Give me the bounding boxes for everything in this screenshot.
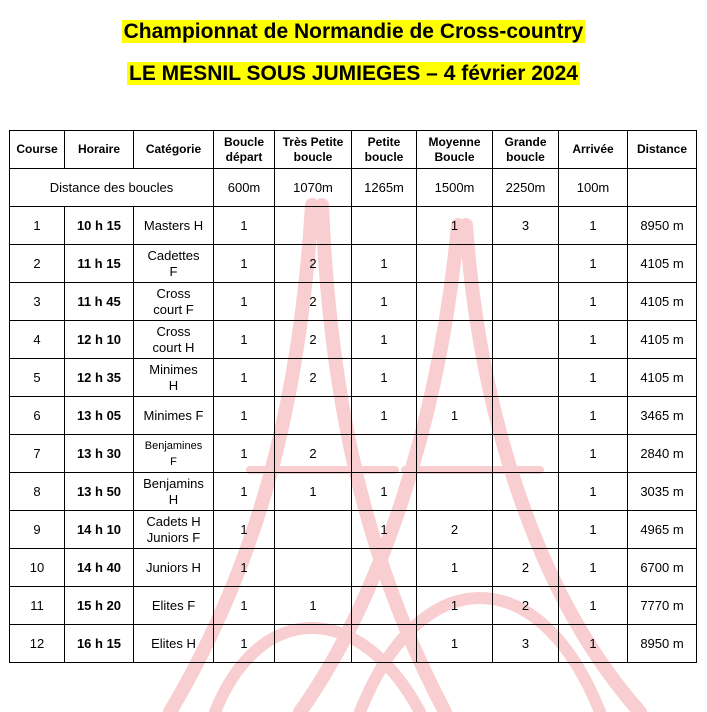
- category: [134, 321, 214, 359]
- cell-line: court H: [152, 339, 195, 355]
- loop-count: 1: [352, 245, 417, 283]
- cell-line: Très Petite: [282, 134, 344, 149]
- cell-line: Minimes: [149, 361, 198, 377]
- category: [134, 397, 214, 435]
- loop-count: 1: [214, 549, 275, 587]
- cell-line: Course: [16, 142, 58, 156]
- total-distance: 6700 m: [628, 549, 697, 587]
- cell-line: Moyenne: [428, 134, 481, 149]
- start-time: 13 h 30: [65, 435, 134, 473]
- loop-count: 1: [559, 549, 628, 587]
- loop-count: [417, 435, 493, 473]
- category: [134, 359, 214, 397]
- table-row: [10, 511, 697, 549]
- cell-line: court F: [153, 301, 194, 317]
- loop-count: [352, 587, 417, 625]
- loop-count: 1: [214, 283, 275, 321]
- header-course: [10, 131, 65, 169]
- category: [134, 245, 214, 283]
- loop-count: [275, 625, 352, 663]
- course-number: 11: [10, 587, 65, 625]
- course-number: 2: [10, 245, 65, 283]
- loop-count: 1: [352, 359, 417, 397]
- loop-count: 1: [559, 359, 628, 397]
- course-number: 9: [10, 511, 65, 549]
- total-distance: 4105 m: [628, 283, 697, 321]
- start-time: 10 h 15: [65, 207, 134, 245]
- table-row: [10, 549, 697, 587]
- total-distance: 2840 m: [628, 435, 697, 473]
- loop-count: 2: [493, 587, 559, 625]
- page-title: Championnat de Normandie de Cross-country: [123, 20, 584, 43]
- loop-count: [493, 511, 559, 549]
- course-number: 4: [10, 321, 65, 359]
- loop-count: 1: [275, 587, 352, 625]
- course-number: 5: [10, 359, 65, 397]
- schedule-table: [9, 130, 697, 663]
- table-row: [10, 625, 697, 663]
- loop-count: 1: [352, 321, 417, 359]
- loop-count: [493, 397, 559, 435]
- loop-count: 1: [214, 435, 275, 473]
- loop-distance-value: 600m: [214, 169, 275, 207]
- course-number: 10: [10, 549, 65, 587]
- loop-count: [352, 207, 417, 245]
- header-tres-petite-boucle: [275, 131, 352, 169]
- cell-line: départ: [225, 149, 263, 164]
- loop-count: [275, 549, 352, 587]
- cell-line: Elites F: [151, 597, 196, 613]
- loop-count: 1: [352, 511, 417, 549]
- total-distance: 3465 m: [628, 397, 697, 435]
- loop-count: 1: [559, 321, 628, 359]
- category: [134, 587, 214, 625]
- loop-count: 1: [559, 245, 628, 283]
- cell-line: Juniors F: [146, 529, 201, 545]
- course-number: 8: [10, 473, 65, 511]
- loop-count: [417, 245, 493, 283]
- loop-count: 1: [214, 625, 275, 663]
- loop-count: 1: [559, 207, 628, 245]
- loop-count: [417, 321, 493, 359]
- cell-line: Cadets H: [146, 513, 201, 529]
- loop-count: 1: [214, 511, 275, 549]
- cell-line: Catégorie: [145, 142, 202, 156]
- cell-line: Benjamines: [144, 439, 203, 452]
- cell-line: boucle: [506, 149, 545, 164]
- table-row: [10, 435, 697, 473]
- start-time: 11 h 15: [65, 245, 134, 283]
- cell-line: F: [169, 263, 178, 279]
- total-distance: 4105 m: [628, 359, 697, 397]
- start-time: 16 h 15: [65, 625, 134, 663]
- loop-count: 1: [559, 397, 628, 435]
- loop-count: 1: [559, 511, 628, 549]
- table-row: [10, 587, 697, 625]
- loop-count: 3: [493, 625, 559, 663]
- loop-count: 1: [417, 397, 493, 435]
- start-time: 14 h 40: [65, 549, 134, 587]
- cell-line: Elites H: [151, 635, 196, 651]
- loop-count: [493, 359, 559, 397]
- header-moyenne-boucle: [417, 131, 493, 169]
- cell-line: Distance: [636, 142, 688, 156]
- loop-count: [417, 283, 493, 321]
- course-number: 3: [10, 283, 65, 321]
- total-distance: 4965 m: [628, 511, 697, 549]
- loop-count: [417, 473, 493, 511]
- loop-count: [352, 435, 417, 473]
- category: [134, 435, 214, 473]
- table-row: [10, 359, 697, 397]
- cell-line: boucle: [364, 149, 404, 164]
- header-boucle-depart: [214, 131, 275, 169]
- start-time: 12 h 35: [65, 359, 134, 397]
- start-time: 13 h 50: [65, 473, 134, 511]
- loop-count: 2: [417, 511, 493, 549]
- loop-count: [275, 207, 352, 245]
- loop-count: 1: [559, 435, 628, 473]
- cell-line: H: [168, 377, 179, 393]
- loop-distance-row: [10, 169, 697, 207]
- loop-count: 1: [559, 473, 628, 511]
- loop-distance-value: 2250m: [493, 169, 559, 207]
- loop-count: [493, 473, 559, 511]
- loop-count: [493, 283, 559, 321]
- loop-count: 1: [214, 473, 275, 511]
- cell-line: Boucle: [223, 134, 264, 149]
- loop-count: 1: [214, 245, 275, 283]
- course-number: 12: [10, 625, 65, 663]
- loop-count: [493, 321, 559, 359]
- total-distance: 8950 m: [628, 207, 697, 245]
- loop-count: [275, 397, 352, 435]
- loop-count: 1: [275, 473, 352, 511]
- loop-distance-value: 1070m: [275, 169, 352, 207]
- cell-line: Cadettes: [147, 247, 200, 263]
- category: [134, 283, 214, 321]
- course-number: 1: [10, 207, 65, 245]
- loop-count: 2: [275, 283, 352, 321]
- total-distance: 8950 m: [628, 625, 697, 663]
- loop-count: 2: [275, 245, 352, 283]
- start-time: 15 h 20: [65, 587, 134, 625]
- total-distance: 4105 m: [628, 321, 697, 359]
- table-row: [10, 397, 697, 435]
- loop-count: 1: [417, 207, 493, 245]
- table-row: [10, 473, 697, 511]
- loop-count: [352, 625, 417, 663]
- header-horaire: [65, 131, 134, 169]
- cell-line: F: [170, 455, 177, 468]
- loop-distance-value: [628, 169, 697, 207]
- loop-count: [493, 435, 559, 473]
- loop-count: 1: [559, 587, 628, 625]
- table-header-row: [10, 131, 697, 169]
- cell-line: Grande: [504, 134, 547, 149]
- start-time: 14 h 10: [65, 511, 134, 549]
- cell-line: Benjamins: [143, 475, 204, 491]
- header-petite-boucle: [352, 131, 417, 169]
- loop-count: [417, 359, 493, 397]
- cell-line: boucle: [293, 149, 333, 164]
- loop-count: 1: [352, 283, 417, 321]
- total-distance: 3035 m: [628, 473, 697, 511]
- table-row: [10, 245, 697, 283]
- cell-line: Juniors H: [146, 559, 201, 575]
- category: [134, 549, 214, 587]
- header-categorie: [134, 131, 214, 169]
- loop-count: 1: [417, 587, 493, 625]
- loop-distance-value: 1265m: [352, 169, 417, 207]
- loop-count: 1: [214, 397, 275, 435]
- cell-line: Minimes F: [143, 407, 204, 423]
- category: [134, 473, 214, 511]
- loop-count: 1: [214, 321, 275, 359]
- table-row: [10, 321, 697, 359]
- course-number: 6: [10, 397, 65, 435]
- cell-line: Horaire: [77, 142, 121, 156]
- loop-count: 1: [417, 625, 493, 663]
- loop-count: 1: [559, 283, 628, 321]
- cell-line: Cross: [156, 285, 191, 301]
- header-arrivee: [559, 131, 628, 169]
- loop-count: 2: [275, 435, 352, 473]
- category: [134, 511, 214, 549]
- loop-count: 1: [417, 549, 493, 587]
- cell-line: Petite: [367, 134, 401, 149]
- loop-count: 3: [493, 207, 559, 245]
- cell-line: Arrivée: [572, 142, 614, 156]
- loop-count: 1: [214, 207, 275, 245]
- cell-line: Cross: [156, 323, 191, 339]
- header-distance: [628, 131, 697, 169]
- loop-count: 1: [352, 473, 417, 511]
- loop-distance-label: Distance des boucles: [10, 169, 214, 207]
- loop-count: 1: [352, 397, 417, 435]
- cell-line: H: [168, 491, 179, 507]
- category: [134, 207, 214, 245]
- course-number: 7: [10, 435, 65, 473]
- loop-distance-value: 100m: [559, 169, 628, 207]
- start-time: 12 h 10: [65, 321, 134, 359]
- table-row: [10, 207, 697, 245]
- loop-count: 2: [275, 321, 352, 359]
- loop-distance-value: 1500m: [417, 169, 493, 207]
- loop-count: [275, 511, 352, 549]
- table-row: [10, 283, 697, 321]
- cell-line: Masters H: [143, 217, 204, 233]
- loop-count: [352, 549, 417, 587]
- header-grande-boucle: [493, 131, 559, 169]
- cell-line: Boucle: [434, 149, 475, 164]
- loop-count: 1: [559, 625, 628, 663]
- total-distance: 7770 m: [628, 587, 697, 625]
- category: [134, 625, 214, 663]
- loop-count: [493, 245, 559, 283]
- page-subtitle: LE MESNIL SOUS JUMIEGES – 4 février 2024: [129, 62, 578, 85]
- start-time: 11 h 45: [65, 283, 134, 321]
- total-distance: 4105 m: [628, 245, 697, 283]
- loop-count: 1: [214, 359, 275, 397]
- loop-count: 2: [493, 549, 559, 587]
- loop-count: 1: [214, 587, 275, 625]
- loop-count: 2: [275, 359, 352, 397]
- start-time: 13 h 05: [65, 397, 134, 435]
